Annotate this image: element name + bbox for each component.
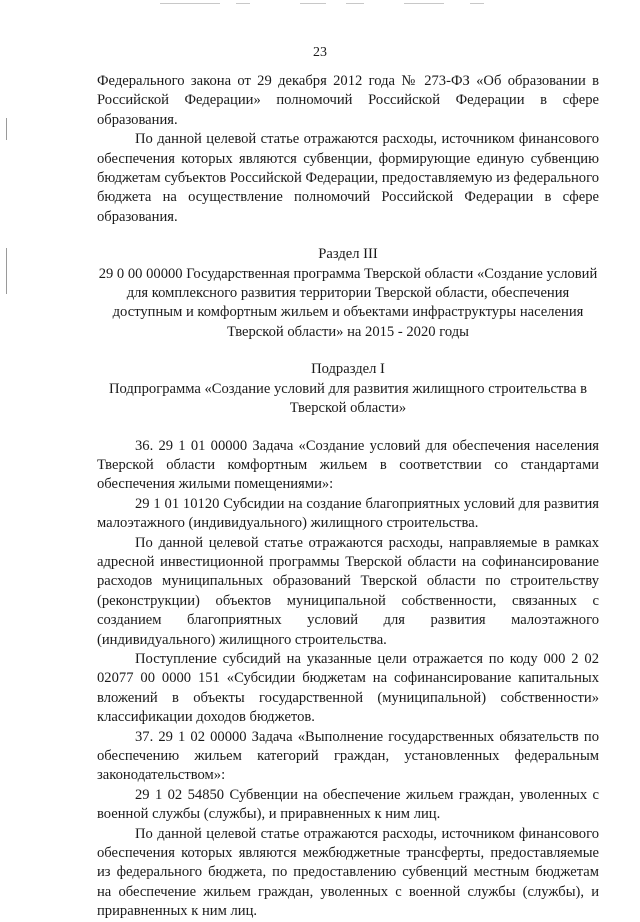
scan-artifact [236, 3, 250, 4]
margin-mark [6, 248, 7, 294]
subsection-title: Подраздел I [311, 361, 385, 378]
scan-artifact [404, 3, 444, 4]
paragraph-code-29-1-01-10120: 29 1 01 10120 Субсидии на создание благоприятных условий для развития малоэтажного (индивидуального) жилищного строительства. [97, 495, 599, 532]
paragraph-task-36-income: Поступление субсидий на указанные цели отражается по коду 000 2 02 02077 00 0000 151 «Субсидии бюджетам на софинансирование капитальных вложений в объекты государственной (муниципальной) собственности» классификации доходов бюджетов. [97, 650, 599, 726]
scan-artifact [470, 3, 484, 4]
paragraph-task-36: 36. 29 1 01 00000 Задача «Создание условий для обеспечения населения Тверской области комфортным жильем в соответствии со стандартами обеспечения жилыми помещениями»: [97, 437, 599, 493]
section-program-heading: 29 0 00 00000 Государственная программа Тверской области «Создание условий для комплексного развития территории Тверской области, обеспечения доступным и комфортным жильем и объектами инфраструктуры населения Тверской области» на 2015 - 2020 годы [98, 265, 598, 340]
subsection-program-heading: Подпрограмма «Создание условий для развития жилищного строительства в Тверской области» [108, 380, 588, 417]
paragraph-task-37-description: По данной целевой статье отражаются расходы, источником финансового обеспечения которых являются межбюджетные трансферты, предоставляемые из федерального бюджета, по предоставлению субвенций местным бюджетам на обеспечение жильем граждан, уволенных с военной службы (службы), и приравненных к ним лиц. [97, 825, 599, 920]
paragraph-law-continuation: Федерального закона от 29 декабря 2012 года № 273-ФЗ «Об образовании в Российской Федерации» полномочий Российской Федерации в сфере образования. [97, 73, 599, 128]
page-number: 23 [313, 45, 327, 60]
scan-artifact [160, 3, 220, 4]
scan-artifact [346, 3, 364, 4]
paragraph-subvention-source: По данной целевой статье отражаются расходы, источником финансового обеспечения которых являются субвенции, формирующие единую субвенцию бюджетам субъектов Российской Федерации, предоставляемую из федерального бюджета на осуществление полномочий Российской Федерации в сфере образования. [97, 131, 599, 225]
section-title: Раздел III [318, 246, 378, 263]
paragraph-task-37: 37. 29 1 02 00000 Задача «Выполнение государственных обязательств по обеспечению жильем категорий граждан, установленных федеральным законодательством»: [97, 728, 599, 784]
paragraph-task-36-description: По данной целевой статье отражаются расходы, направляемые в рамках адресной инвестиционной программы Тверской области на софинансирование расходов муниципальных образований Тверской области по строительству (реконструкции) объектов муниципальной собственности, связанных с созданием благоприятных условий для развития малоэтажного (индивидуального) жилищного строительства. [97, 534, 599, 648]
margin-mark [6, 118, 7, 140]
paragraph-code-29-1-02-54850: 29 1 02 54850 Субвенции на обеспечение жильем граждан, уволенных с военной службы (службы), и приравненных к ним лиц. [97, 786, 599, 823]
document-body [97, 72, 599, 922]
scan-artifact [300, 3, 326, 4]
